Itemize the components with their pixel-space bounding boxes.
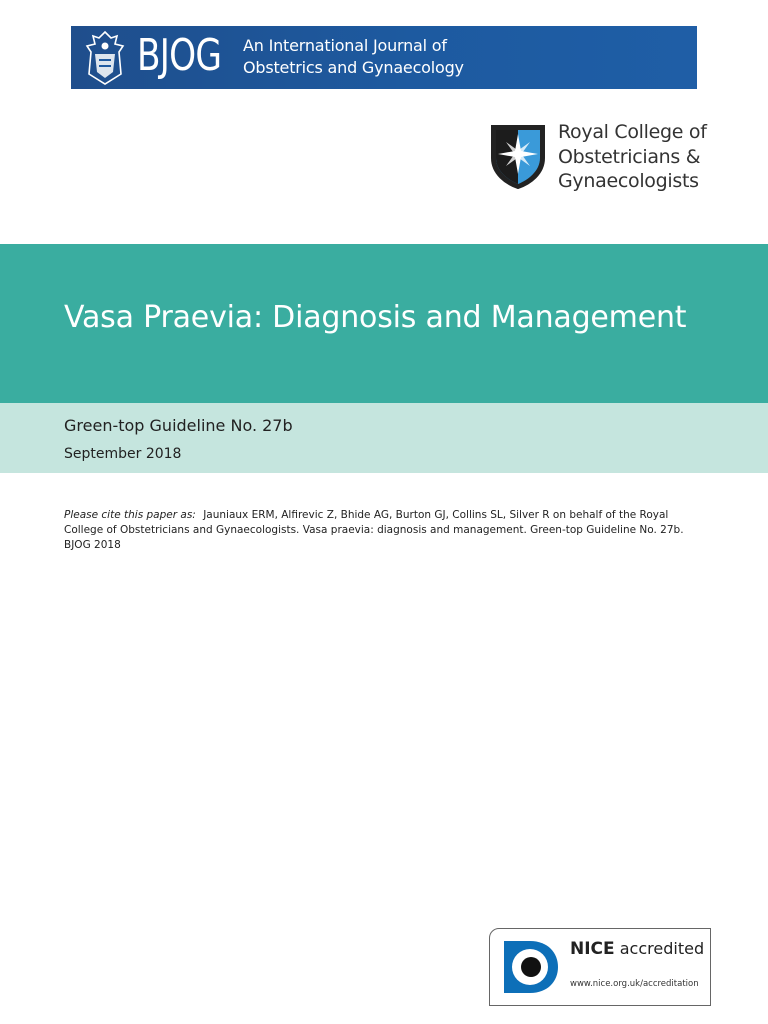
guideline-date: September 2018 [64,446,182,462]
bjog-banner [71,26,697,89]
journal-subtitle-line1: An International Journal of [243,36,447,55]
college-name-line1: Royal College of [558,121,707,143]
college-name [558,120,707,194]
bjog-crest-icon [83,30,127,86]
citation-text [64,508,694,553]
college-name-line3: Gynaecologists [558,170,699,192]
nice-accreditation-badge [489,928,711,1006]
journal-subtitle-line2: Obstetrics and Gynaecology [243,58,464,77]
nice-url: www.nice.org.uk/accreditation [570,979,699,989]
nice-label: accredited [619,939,705,958]
document-title: Vasa Praevia: Diagnosis and Management [64,300,687,335]
citation-prefix: Please cite this paper as: [64,509,196,521]
college-name-line2: Obstetricians & [558,145,701,168]
bjog-logo-text: BJOG [137,30,222,81]
journal-subtitle [243,35,464,79]
title-band [0,244,768,403]
nice-logo-icon [500,937,562,997]
citation-body: Jauniaux ERM, Alfirevic Z, Bhide AG, Burton GJ, Collins SL, Silver R on behalf of the Royal College of Obstetricians and Gynaecologists. Vasa praevia: diagnosis and management. Green-top Guideline No. 27b. BJOG 2018 [64,509,684,551]
nice-brand: NICE [570,939,615,959]
guideline-band [0,403,768,473]
guideline-number: Green-top Guideline No. 27b [64,416,293,435]
rcog-shield-icon [490,124,546,190]
nice-title [570,939,704,959]
